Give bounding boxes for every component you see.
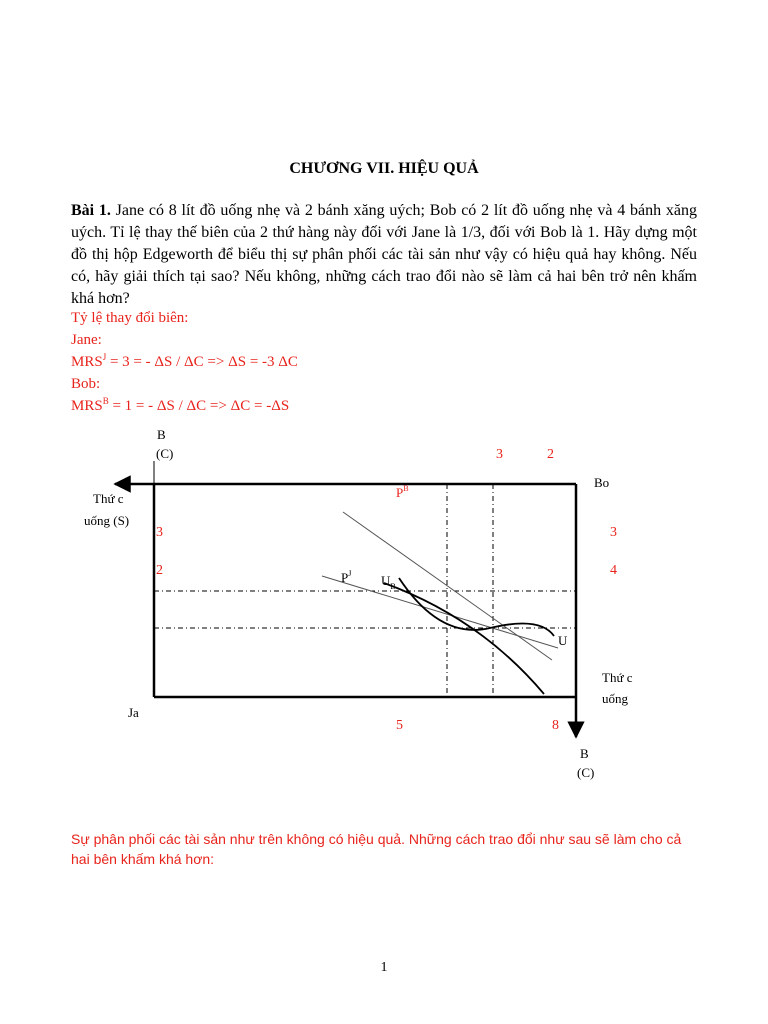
label-pb: $P^B$: [396, 484, 409, 500]
jane-mrs-sup: J: [102, 352, 107, 362]
top-number-3: 3: [496, 447, 503, 462]
problem-statement: [71, 200, 697, 310]
label-u: U: [558, 633, 568, 648]
right-axis-label-line2: uống: [602, 691, 628, 706]
right-number-4: 4: [610, 563, 617, 578]
jane-mrs-equation: [71, 351, 298, 373]
left-axis-label-line1: Thứ c: [93, 491, 124, 506]
bob-mrs-prefix: MRS: [71, 398, 103, 414]
jane-label: Jane:: [71, 332, 102, 348]
top-axis-b-label: B: [157, 427, 166, 442]
chapter-title: CHƯƠNG VII. HIỆU QUẢ: [289, 160, 479, 177]
mrs-heading: Tỷ lệ thay đổi biên:: [71, 310, 189, 326]
bob-mrs-equation: [71, 395, 298, 417]
top-axis-c-label: (C): [156, 446, 174, 461]
right-number-3: 3: [610, 525, 617, 540]
label-ub: $U_B$: [381, 573, 396, 591]
page-number: 1: [380, 960, 388, 975]
top-number-2: 2: [547, 447, 554, 462]
bottom-axis-b-label: B: [580, 746, 589, 761]
label-pj: $P^J$: [341, 569, 352, 585]
bob-mrs-rest: = 1 = - ΔS / ΔC => ΔC = -ΔS: [108, 398, 290, 414]
jane-mrs-prefix: MRS: [71, 354, 103, 370]
left-number-3: 3: [156, 525, 163, 540]
bottom-number-5: 5: [396, 718, 403, 733]
problem-label: Bài 1.: [71, 202, 111, 219]
left-axis-label-line2: uống (S): [84, 513, 130, 528]
bottom-axis-c-label: (C): [577, 765, 595, 780]
indifference-curve-bob: [384, 583, 544, 694]
conclusion-text: Sự phân phối các tài sản như trên không có hiệu quả. Những cách trao đổi như sau sẽ làm cho cả hai bên khấm khá hơn:: [71, 831, 682, 867]
bob-origin-label: Bo: [594, 475, 610, 490]
bob-label: Bob:: [71, 376, 101, 392]
price-line-jane: [322, 576, 558, 648]
bob-mrs-sup: B: [102, 396, 109, 406]
left-number-2: 2: [156, 563, 163, 578]
edgeworth-box-diagram: [0, 415, 768, 780]
answer-block: [71, 307, 298, 417]
jane-mrs-rest: = 3 = - ΔS / ΔC => ΔS = -3 ΔC: [106, 354, 298, 370]
jane-origin-label: Ja: [128, 705, 139, 720]
problem-text: Jane có 8 lít đồ uống nhẹ và 2 bánh xăng uých; Bob có 2 lít đồ uống nhẹ và 4 bánh xăng uých. Tỉ lệ thay thế biên của 2 thứ hàng này đối với Jane là 1/3, đối với Bob là 1. Hãy dựng một đồ thị hộp Edgeworth để biểu thị sự phân phối các tài sản như vậy có hiệu quả hay không. Nếu có, hãy giải thích tại sao? Nếu không, những cách trao đổi nào sẽ làm cả hai bên trở nên khấm khá hơn?: [71, 202, 697, 307]
right-axis-label-line1: Thứ c: [602, 670, 633, 685]
bottom-number-8: 8: [552, 718, 559, 733]
